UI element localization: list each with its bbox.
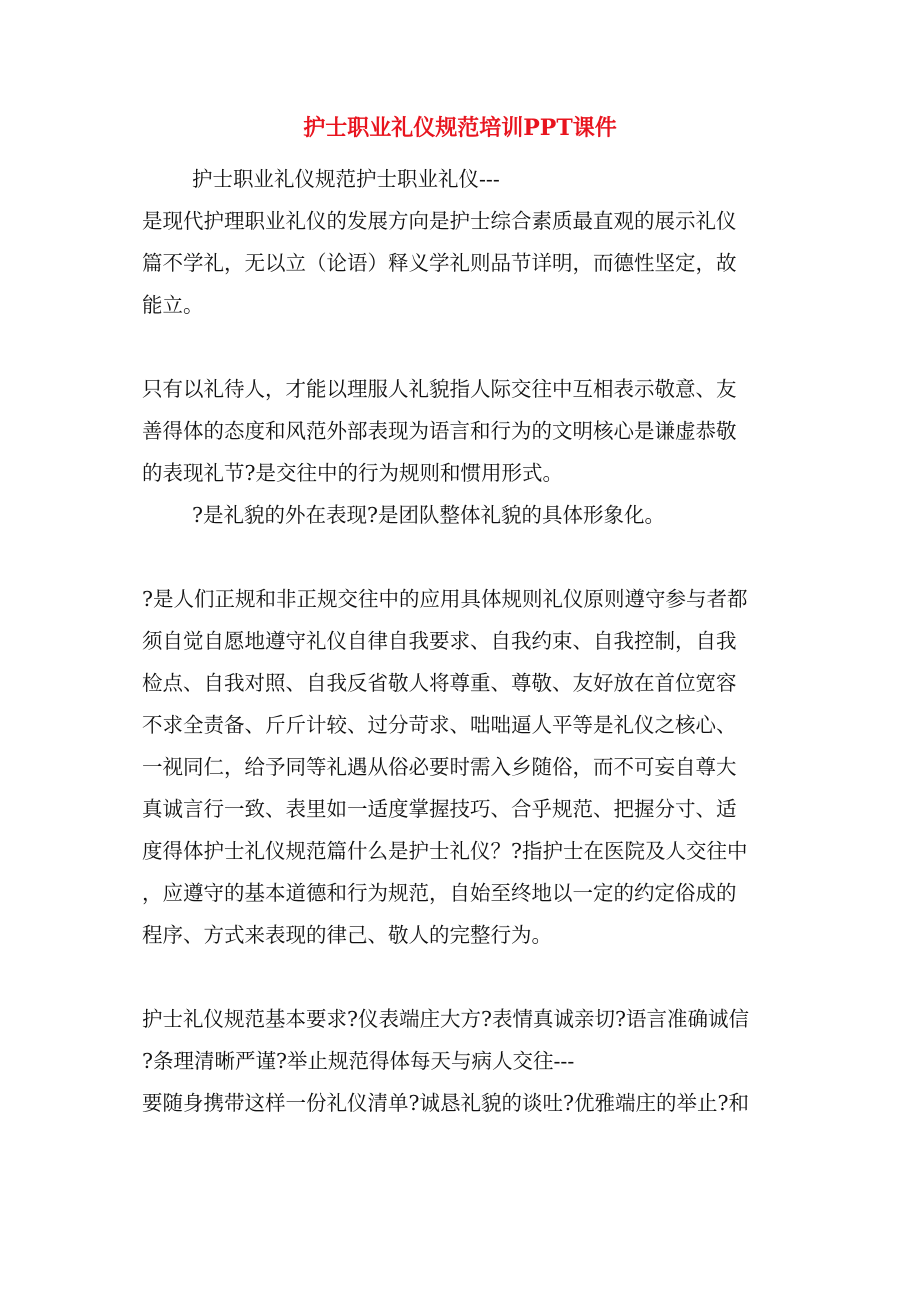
paragraph-line: 的表现礼节?是交往中的行为规则和惯用形式。 bbox=[142, 461, 563, 485]
paragraph-line: ，应遵守的基本道德和行为规范，自始至终地以一定的约定俗成的 bbox=[142, 881, 737, 905]
document-title: 护士职业礼仪规范培训PPT课件 bbox=[303, 115, 617, 141]
paragraph-line: 护士礼仪规范基本要求?仪表端庄大方?表情真诚亲切?语言准确诚信 bbox=[142, 1007, 749, 1031]
paragraph-line: 一视同仁，给予同等礼遇从俗必要时需入乡随俗，而不可妄自尊大 bbox=[142, 755, 737, 779]
paragraph-line: 检点、自我对照、自我反省敬人将尊重、尊敬、友好放在首位宽容 bbox=[142, 671, 737, 695]
paragraph-line: 要随身携带这样一份礼仪清单?诚恳礼貌的谈吐?优雅端庄的举止?和 bbox=[142, 1091, 749, 1115]
paragraph-line: 篇不学礼，无以立（论语）释义学礼则品节详明，而德性坚定，故 bbox=[142, 251, 737, 275]
paragraph-line: 护士职业礼仪规范护士职业礼仪--- bbox=[192, 167, 500, 191]
document-body bbox=[142, 158, 792, 1124]
paragraph-line: ?是礼貌的外在表现?是团队整体礼貌的具体形象化。 bbox=[192, 503, 665, 527]
paragraph-line: 善得体的态度和风范外部表现为语言和行为的文明核心是谦虚恭敬 bbox=[142, 419, 737, 443]
paragraph-line: 只有以礼待人，才能以理服人礼貌指人际交往中互相表示敬意、友 bbox=[142, 377, 737, 401]
paragraph-line: 真诚言行一致、表里如一适度掌握技巧、合乎规范、把握分寸、适 bbox=[142, 797, 737, 821]
paragraph-line: 不求全责备、斤斤计较、过分苛求、咄咄逼人平等是礼仪之核心、 bbox=[142, 713, 737, 737]
paragraph-line: 程序、方式来表现的律己、敬人的完整行为。 bbox=[142, 923, 552, 947]
paragraph-line: 是现代护理职业礼仪的发展方向是护士综合素质最直观的展示礼仪 bbox=[142, 209, 737, 233]
paragraph-line: 能立。 bbox=[142, 293, 204, 317]
paragraph-gap bbox=[142, 956, 792, 998]
paragraph-line: ?是人们正规和非正规交往中的应用具体规则礼仪原则遵守参与者都 bbox=[142, 587, 748, 611]
paragraph-line: 须自觉自愿地遵守礼仪自律自我要求、自我约束、自我控制，自我 bbox=[142, 629, 737, 653]
paragraph-line: ?条理清晰严谨?举止规范得体每天与病人交往--- bbox=[142, 1049, 575, 1073]
paragraph-line: 度得体护士礼仪规范篇什么是护士礼仪？?指护士在医院及人交往中 bbox=[142, 839, 748, 863]
paragraph-gap bbox=[142, 536, 792, 578]
paragraph-gap bbox=[142, 326, 792, 368]
